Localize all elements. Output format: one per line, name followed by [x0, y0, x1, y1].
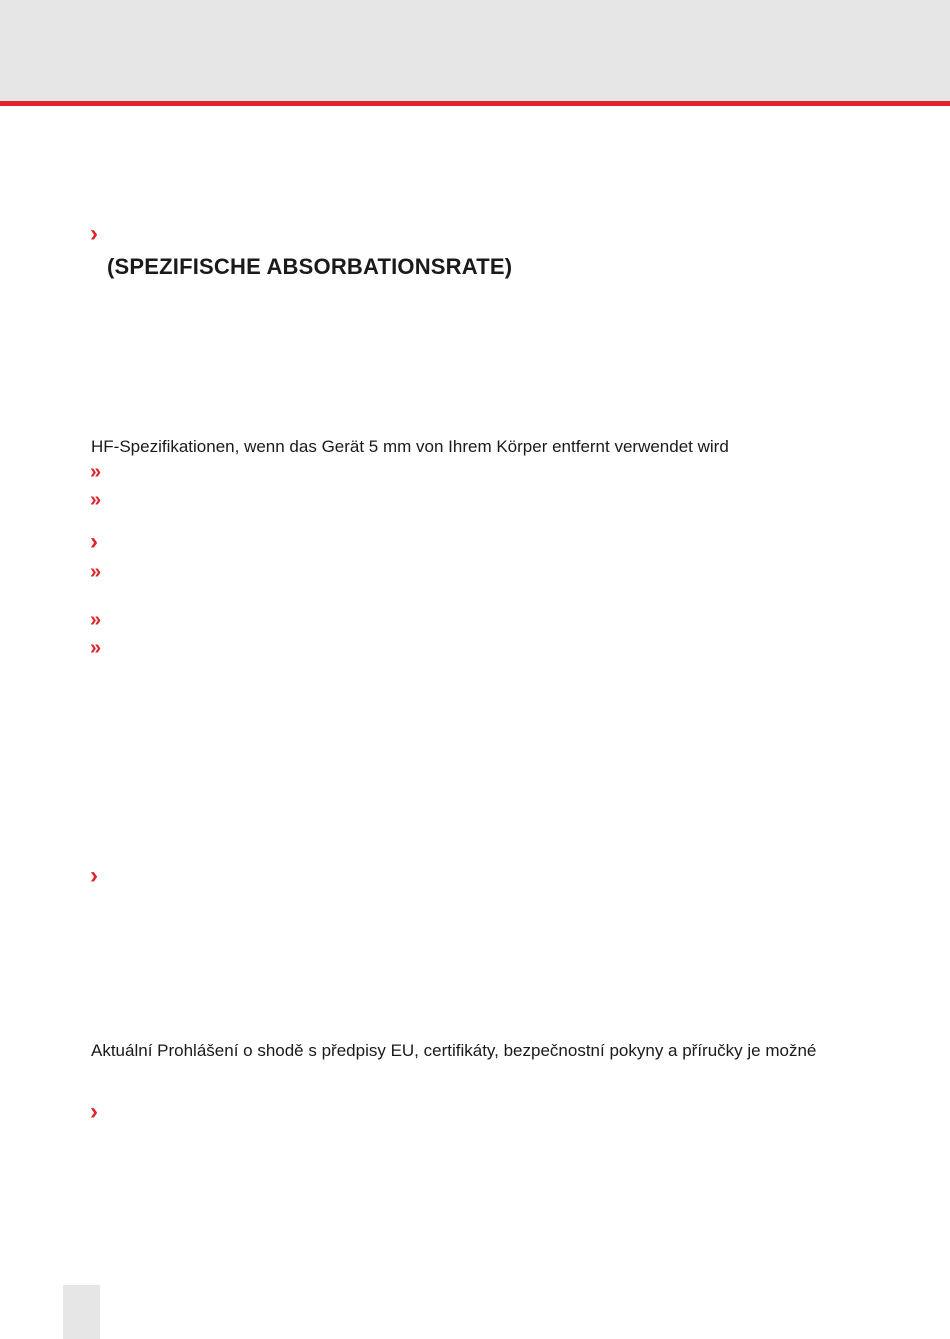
- section-chevron-icon: ›: [90, 220, 98, 247]
- bullet-double-chevron-icon: »: [90, 609, 102, 631]
- eu-declaration-text: Aktuální Prohlášení o shodě s předpisy EU, certifikáty, bezpečnostní pokyny a příručky je možné: [91, 1041, 817, 1060]
- header-band: [0, 0, 950, 101]
- bullet-double-chevron-icon: »: [90, 461, 102, 483]
- section-chevron-icon: ›: [90, 528, 98, 555]
- page-number-tab: [63, 1285, 100, 1339]
- section-heading-sar: (SPEZIFISCHE ABSORBATIONSRATE): [107, 254, 513, 279]
- section-chevron-icon: ›: [90, 862, 98, 889]
- bullet-double-chevron-icon: »: [90, 489, 102, 511]
- sar-intro-text: HF-Spezifikationen, wenn das Gerät 5 mm von Ihrem Körper entfernt verwendet wird: [91, 437, 729, 456]
- section-chevron-icon: ›: [90, 1098, 98, 1125]
- bullet-double-chevron-icon: »: [90, 637, 102, 659]
- bullet-double-chevron-icon: »: [90, 561, 102, 583]
- header-red-rule: [0, 101, 950, 106]
